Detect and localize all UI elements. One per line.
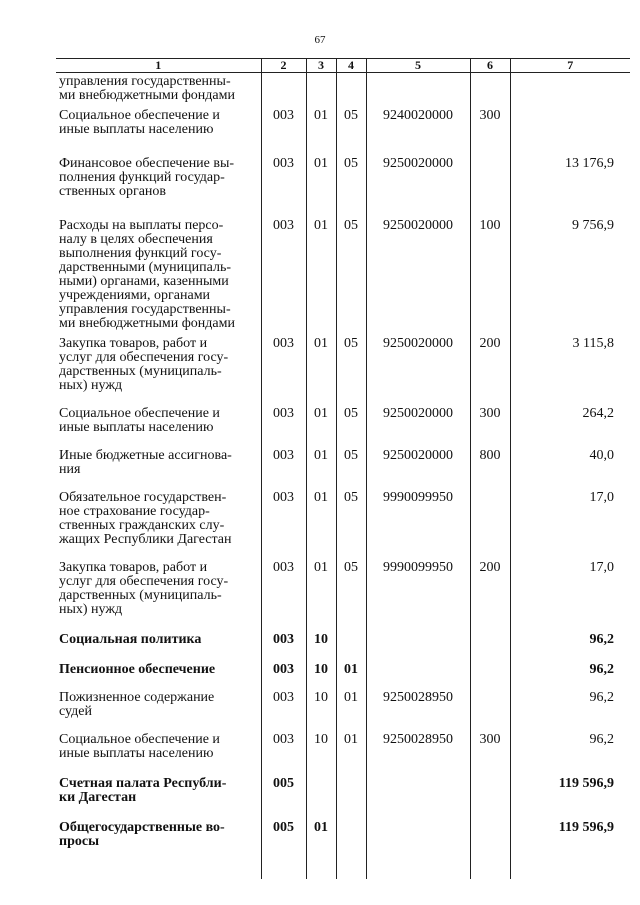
empty-cell <box>510 859 630 879</box>
subsection-code: 05 <box>336 491 366 561</box>
empty-cell <box>261 859 306 879</box>
target-item-code: 9250028950 <box>366 691 470 733</box>
section-code: 003 <box>261 633 306 663</box>
chapter-code: 01 <box>306 821 336 859</box>
table-row <box>56 777 630 821</box>
section-code <box>261 73 306 110</box>
amount: 96,2 <box>510 633 630 663</box>
expense-type-code: 300 <box>470 109 510 157</box>
amount: 13 176,9 <box>510 157 630 219</box>
column-header: 5 <box>366 59 470 73</box>
expense-type-code <box>470 691 510 733</box>
chapter-code: 10 <box>306 733 336 777</box>
table-body <box>56 73 630 880</box>
row-name: Социальное обеспечение и иные выплаты населению <box>59 108 220 137</box>
column-header: 6 <box>470 59 510 73</box>
subsection-code: 05 <box>336 157 366 219</box>
row-name: Финансовое обеспечение вы- полнения функций государ- ственных органов <box>59 156 235 199</box>
section-code: 003 <box>261 691 306 733</box>
amount: 96,2 <box>510 663 630 691</box>
subsection-code: 05 <box>336 449 366 491</box>
amount: 96,2 <box>510 733 630 777</box>
target-item-code: 9250020000 <box>366 449 470 491</box>
expense-type-code <box>470 633 510 663</box>
row-name: Закупка товаров, работ и услуг для обеспечения госу- дарственных (муниципаль- ных) нужд <box>59 560 229 617</box>
row-name: Закупка товаров, работ и услуг для обеспечения госу- дарственных (муниципаль- ных) нужд <box>59 336 229 393</box>
expense-type-code <box>470 491 510 561</box>
row-name: Счетная палата Республи- ки Дагестан <box>59 776 227 805</box>
budget-table <box>56 58 630 879</box>
amount: 119 596,9 <box>510 821 630 859</box>
target-item-code <box>366 663 470 691</box>
row-name: Социальное обеспечение и иные выплаты населению <box>59 732 220 761</box>
chapter-code <box>306 777 336 821</box>
chapter-code: 10 <box>306 663 336 691</box>
table-row <box>56 337 630 407</box>
table-row <box>56 73 630 110</box>
subsection-code: 05 <box>336 219 366 337</box>
subsection-code: 05 <box>336 407 366 449</box>
page-number: 67 <box>314 34 326 46</box>
row-name: Пенсионное обеспечение <box>59 662 216 677</box>
amount: 3 115,8 <box>510 337 630 407</box>
amount: 17,0 <box>510 491 630 561</box>
row-name: Общегосударственные во- просы <box>59 820 225 849</box>
row-name: Расходы на выплаты персо- налу в целях обеспечения выполнения функций госу- дарственными (муниципаль- ными) органами, казенными учреждениями, органами управления государственны- ми внебюджетными фондами <box>59 218 235 331</box>
chapter-code: 01 <box>306 109 336 157</box>
empty-cell <box>366 859 470 879</box>
empty-cell <box>306 859 336 879</box>
table-row <box>56 691 630 733</box>
target-item-code: 9250020000 <box>366 407 470 449</box>
chapter-code: 01 <box>306 407 336 449</box>
row-name: Иные бюджетные ассигнова- ния <box>59 448 232 477</box>
chapter-code: 01 <box>306 491 336 561</box>
subsection-code: 05 <box>336 109 366 157</box>
subsection-code: 01 <box>336 691 366 733</box>
column-header: 1 <box>56 59 261 73</box>
table-row <box>56 407 630 449</box>
table-row <box>56 561 630 633</box>
subsection-code <box>336 633 366 663</box>
subsection-code: 01 <box>336 663 366 691</box>
target-item-code: 9250020000 <box>366 219 470 337</box>
amount <box>510 73 630 110</box>
section-code: 003 <box>261 219 306 337</box>
target-item-code: 9250020000 <box>366 337 470 407</box>
subsection-code: 05 <box>336 561 366 633</box>
empty-cell <box>470 859 510 879</box>
expense-type-code: 200 <box>470 337 510 407</box>
table-row <box>56 491 630 561</box>
section-code: 003 <box>261 407 306 449</box>
chapter-code: 01 <box>306 219 336 337</box>
section-code: 003 <box>261 157 306 219</box>
row-name: Социальная политика <box>59 632 202 647</box>
table-row <box>56 821 630 859</box>
amount: 17,0 <box>510 561 630 633</box>
section-code: 003 <box>261 561 306 633</box>
amount: 96,2 <box>510 691 630 733</box>
target-item-code: 9250020000 <box>366 157 470 219</box>
expense-type-code <box>470 777 510 821</box>
amount <box>510 109 630 157</box>
target-item-code: 9990099950 <box>366 491 470 561</box>
expense-type-code <box>470 157 510 219</box>
row-name: Обязательное государствен- ное страхование государ- ственных гражданских слу- жащих Республики Дагестан <box>59 490 232 547</box>
subsection-code <box>336 73 366 110</box>
table-header-row <box>56 59 630 73</box>
chapter-code: 10 <box>306 633 336 663</box>
amount: 40,0 <box>510 449 630 491</box>
table-row <box>56 109 630 157</box>
empty-cell <box>56 859 261 879</box>
subsection-code <box>336 821 366 859</box>
table-tail-row <box>56 859 630 879</box>
target-item-code <box>366 821 470 859</box>
expense-type-code: 800 <box>470 449 510 491</box>
target-item-code <box>366 73 470 110</box>
chapter-code: 01 <box>306 337 336 407</box>
section-code: 005 <box>261 821 306 859</box>
subsection-code: 01 <box>336 733 366 777</box>
section-code: 003 <box>261 663 306 691</box>
table-row <box>56 219 630 337</box>
column-header: 4 <box>336 59 366 73</box>
expense-type-code: 300 <box>470 733 510 777</box>
table-row <box>56 157 630 219</box>
subsection-code <box>336 777 366 821</box>
chapter-code <box>306 73 336 110</box>
column-header: 3 <box>306 59 336 73</box>
chapter-code: 10 <box>306 691 336 733</box>
expense-type-code <box>470 821 510 859</box>
subsection-code: 05 <box>336 337 366 407</box>
expense-type-code: 100 <box>470 219 510 337</box>
expense-type-code: 300 <box>470 407 510 449</box>
table-row <box>56 663 630 691</box>
chapter-code: 01 <box>306 449 336 491</box>
target-item-code <box>366 633 470 663</box>
expense-type-code: 200 <box>470 561 510 633</box>
amount: 264,2 <box>510 407 630 449</box>
expense-type-code <box>470 73 510 110</box>
table-row <box>56 633 630 663</box>
target-item-code: 9240020000 <box>366 109 470 157</box>
expense-type-code <box>470 663 510 691</box>
section-code: 005 <box>261 777 306 821</box>
target-item-code: 9250028950 <box>366 733 470 777</box>
table-row <box>56 733 630 777</box>
table-row <box>56 449 630 491</box>
row-name: Социальное обеспечение и иные выплаты населению <box>59 406 220 435</box>
chapter-code: 01 <box>306 561 336 633</box>
section-code: 003 <box>261 109 306 157</box>
amount: 9 756,9 <box>510 219 630 337</box>
row-name: управления государственны- ми внебюджетными фондами <box>59 74 235 103</box>
section-code: 003 <box>261 491 306 561</box>
section-code: 003 <box>261 449 306 491</box>
chapter-code: 01 <box>306 157 336 219</box>
column-header: 2 <box>261 59 306 73</box>
section-code: 003 <box>261 337 306 407</box>
target-item-code: 9990099950 <box>366 561 470 633</box>
empty-cell <box>336 859 366 879</box>
row-name: Пожизненное содержание судей <box>59 690 215 719</box>
column-header: 7 <box>510 59 630 73</box>
amount: 119 596,9 <box>510 777 630 821</box>
target-item-code <box>366 777 470 821</box>
section-code: 003 <box>261 733 306 777</box>
